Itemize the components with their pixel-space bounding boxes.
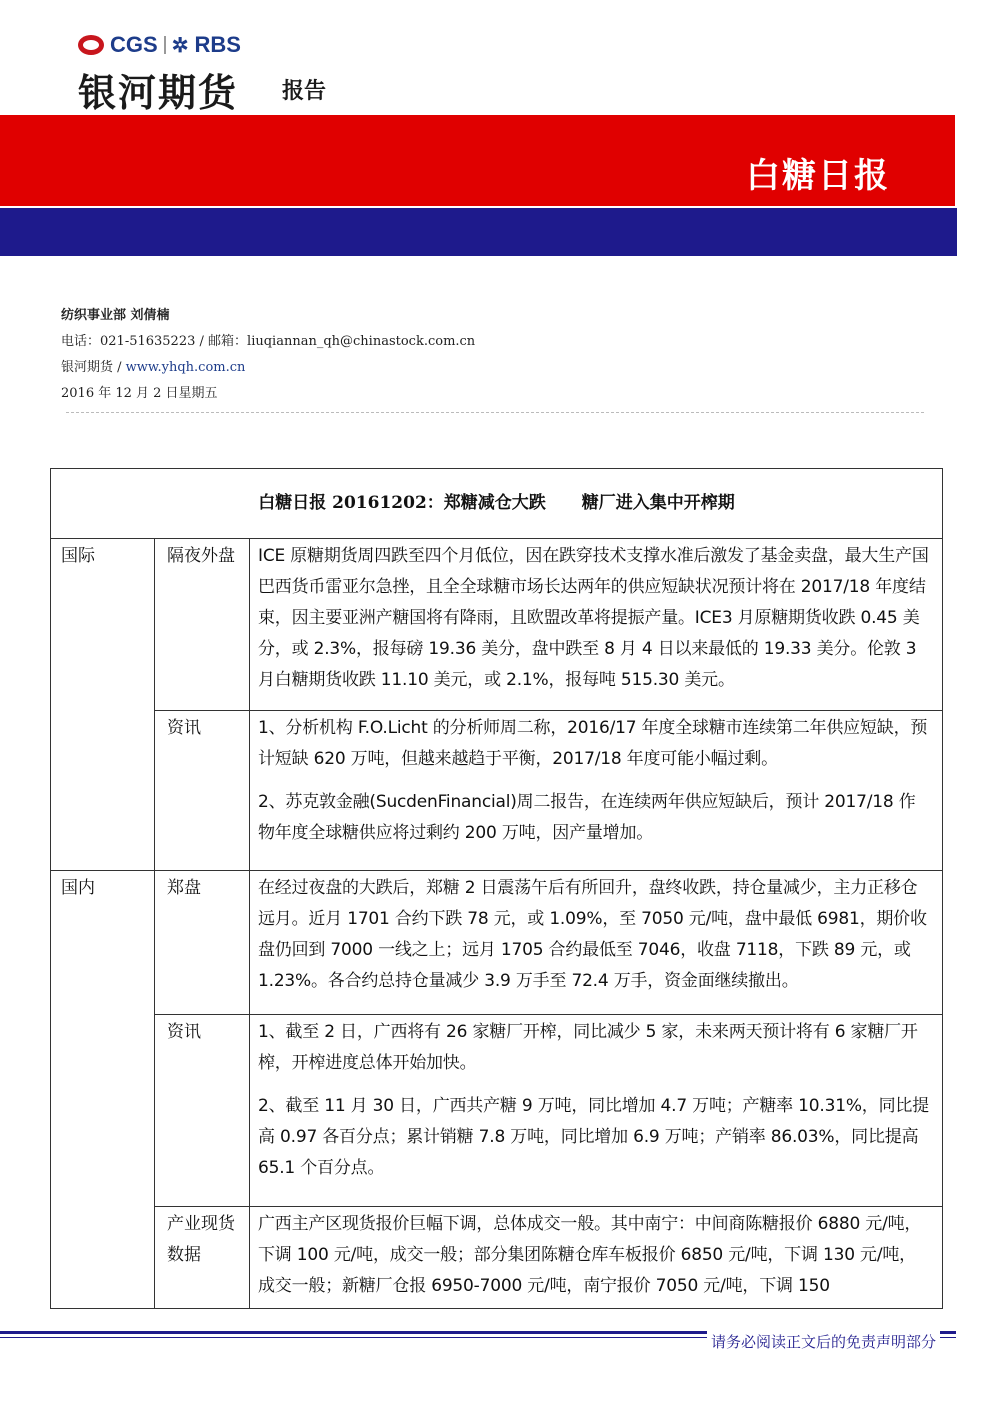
spot-paragraph: 广西主产区现货报价巨幅下调，总体成交一般。其中南宁：中间商陈糖报价 6880 元/吨，下调 100 元/吨，成交一般；部分集团陈糖仓库车板报价 6850 元/吨，下调 130 元/吨，成交一般；新糖厂仓报 6950-7000 元/吨，南宁报价 7050 元/吨，下调 150 bbox=[258, 1214, 922, 1296]
headline-part1: 白糖日报 20161202：郑糖减仓大跌 bbox=[258, 493, 546, 513]
author-line: 纺织事业部 刘倩楠 bbox=[61, 308, 170, 323]
report-date: 2016 年 12 月 2 日星期五 bbox=[61, 386, 218, 401]
contact-prefix: 电话：021-51635223 / 邮箱： bbox=[61, 334, 248, 349]
table-row bbox=[51, 1207, 943, 1309]
table-row bbox=[51, 1015, 943, 1207]
spot-text bbox=[250, 1207, 943, 1309]
logo-cgs-text: CGS bbox=[110, 32, 158, 57]
row-label-zhengzhou: 郑盘 bbox=[155, 871, 250, 1015]
company-logo bbox=[78, 30, 241, 117]
logo-rbs-text: RBS bbox=[194, 32, 241, 57]
cgs-swirl-icon bbox=[78, 35, 104, 55]
footer-disclaimer: 请务必阅读正文后的免责声明部分 bbox=[707, 1331, 940, 1352]
brand-name: 银河期货 bbox=[78, 71, 239, 115]
headline-row bbox=[51, 469, 943, 539]
logo-divider bbox=[164, 36, 166, 54]
site-line bbox=[61, 356, 245, 375]
website-link[interactable]: www.yhqh.com.cn bbox=[125, 360, 246, 375]
brand-tail-text: 报告 bbox=[282, 79, 327, 104]
table-row bbox=[51, 871, 943, 1015]
domestic-news-item-1: 1、截至 2 日，广西将有 26 家糖厂开榨，同比减少 5 家，未来两天预计将有 6 家糖厂开榨，开榨进度总体开始加快。 bbox=[258, 1022, 918, 1073]
contact-line bbox=[61, 330, 475, 349]
table-row bbox=[51, 539, 943, 711]
report-table bbox=[50, 468, 943, 1309]
section-label-domestic: 国内 bbox=[51, 871, 155, 1309]
row-label-overnight: 隔夜外盘 bbox=[155, 539, 250, 711]
report-title: 白糖日报 bbox=[746, 156, 890, 196]
headline-cell bbox=[51, 469, 943, 539]
section-label-international: 国际 bbox=[51, 539, 155, 871]
intl-news-text bbox=[250, 711, 943, 871]
table-row bbox=[51, 711, 943, 871]
zhengzhou-paragraph: 在经过夜盘的大跌后，郑糖 2 日震荡午后有所回升，盘终收跌，持仓量减少，主力正移仓远月。近月 1701 合约下跌 78 元，或 1.09%，至 7050 元/吨，盘中最低 6981，期价收盘仍回到 7000 一线之上；远月 1705 合约最低至 7046，收盘 7118，下跌 89 元，或 1.23%。各合约总持仓量减少 3.9 万手至 72.4 万手，资金面继续撤出。 bbox=[258, 878, 927, 991]
headline-part2: 糖厂进入集中开榨期 bbox=[581, 493, 735, 513]
row-label-intl-news: 资讯 bbox=[155, 711, 250, 871]
domestic-news-text bbox=[250, 1015, 943, 1207]
intl-news-item-1: 1、分析机构 F.O.Licht 的分析师周二称，2016/17 年度全球糖市连续第二年供应短缺，预计短缺 620 万吨，但越来越趋于平衡，2017/18 年度可能小幅过剩。 bbox=[258, 718, 928, 769]
intl-news-item-2: 2、苏克敦金融(SucdenFinancial)周二报告，在连续两年供应短缺后，预计 2017/18 作物年度全球糖供应将过剩约 200 万吨，因产量增加。 bbox=[258, 792, 916, 843]
navy-band bbox=[0, 208, 957, 256]
dashed-divider bbox=[66, 412, 924, 413]
overnight-paragraph: ICE 原糖期货周四跌至四个月低位，因在跌穿技术支撑水准后激发了基金卖盘，最大生产国巴西货币雷亚尔急挫，且全全球糖市场长达两年的供应短缺状况预计将在 2017/18 年度结束，因主要亚洲产糖国将有降雨，且欧盟改革将提振产量。ICE3 月原糖期货收跌 0.45 美分，或 2.3%，报每磅 19.36 美分，盘中跌至 8 月 4 日以来最低的 19.33 美分。伦敦 3 月白糖期货收跌 11.10 美元，或 2.1%，报每吨 515.30 美元。 bbox=[258, 546, 929, 690]
email-link[interactable]: liuqiannan_qh@chinastock.com.cn bbox=[247, 334, 476, 349]
overnight-text bbox=[250, 539, 943, 711]
row-label-spot: 产业现货数据 bbox=[155, 1207, 250, 1309]
rbs-daisy-icon: ✲ bbox=[171, 34, 189, 57]
domestic-news-item-2: 2、截至 11 月 30 日，广西共产糖 9 万吨，同比增加 4.7 万吨；产糖率 10.31%，同比提高 0.97 各百分点；累计销糖 7.8 万吨，同比增加 6.9 万吨；产销率 86.03%，同比提高 65.1 个百分点。 bbox=[258, 1096, 929, 1178]
zhengzhou-text bbox=[250, 871, 943, 1015]
title-banner bbox=[0, 115, 955, 206]
row-label-domestic-news: 资讯 bbox=[155, 1015, 250, 1207]
site-prefix: 银河期货 / bbox=[61, 360, 126, 375]
